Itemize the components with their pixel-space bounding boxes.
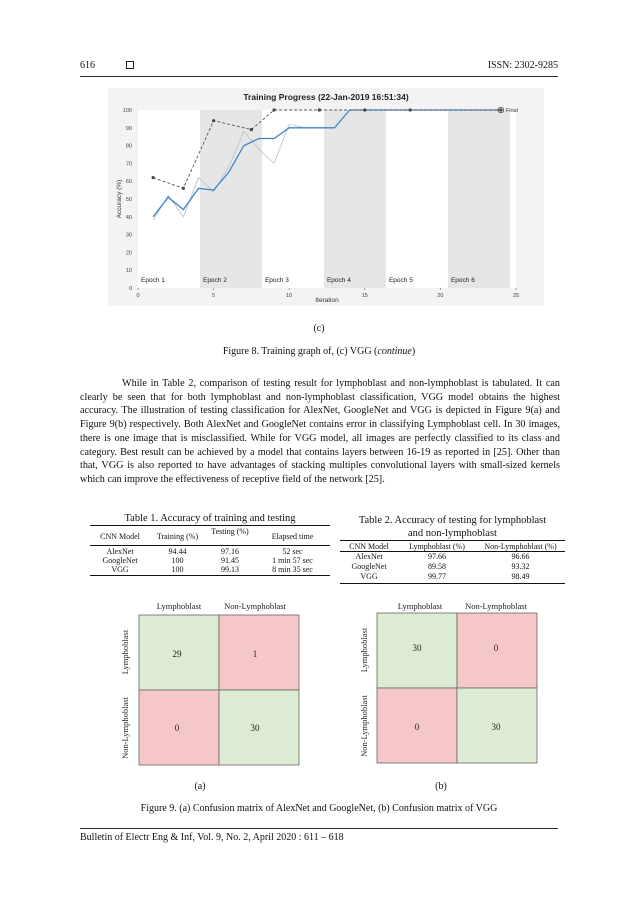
cell-fn xyxy=(219,615,299,690)
y-tick-label: 20 xyxy=(125,250,132,257)
svg-text:30: 30 xyxy=(491,722,501,732)
y-tick-label: 70 xyxy=(125,161,132,168)
x-axis-label: Iteration xyxy=(315,297,339,304)
epoch-band xyxy=(448,110,510,288)
y-axis-label: Accuracy (%) xyxy=(116,179,123,219)
svg-text:Non-Lymphoblast: Non-Lymphoblast xyxy=(465,601,527,611)
y-tick-label: 80 xyxy=(125,143,132,150)
checkbox-square-icon xyxy=(126,61,134,69)
y-tick-label: 30 xyxy=(125,232,132,239)
figure9-panel-a-label: (a) xyxy=(194,781,206,792)
body-paragraph: While in Table 2, comparison of testing result for lymphoblast and non-lymphoblast is tabulated. It can clearly be seen that for both lymphoblast and non-lymphoblast classification, VGG model obtains the highest accuracy. The illustration of testing classification for AlexNet, GoogleNet and VGG is depicted in Figure 9(a) and Figure 9(b) respectively. Both AlexNet and GoogleNet contains error in classifying Lymphoblast cell. In 30 images, there is one image that is misclassified. While for VGG model, all images are perfectly classified to its class and category. Best result can be achieved by a model that contains layers between 16-19 as reported in [25]. Other than that, VGG is also reported to have advantages of stacking multiples convolutional layers with small-sized kernels which can improve the effectiveness of receptive field of the network [25]. xyxy=(80,378,560,485)
chart-title: Training Progress (22-Jan-2019 16:51:34) xyxy=(243,92,409,102)
y-tick-label: 10 xyxy=(125,268,132,275)
x-tick-label: 5 xyxy=(212,293,216,299)
validation-point xyxy=(499,108,502,111)
x-tick-label: 0 xyxy=(136,293,140,299)
epoch-band xyxy=(200,110,262,288)
x-tick-label: 15 xyxy=(361,293,368,299)
validation-point xyxy=(409,108,412,111)
svg-text:30: 30 xyxy=(250,723,260,733)
epoch-label: Epoch 1 xyxy=(141,277,165,284)
x-tick-label: 20 xyxy=(437,293,444,299)
table2-title: Table 2. Accuracy of testing for lymphoblast and non-lymphoblast xyxy=(358,515,547,539)
svg-text:0: 0 xyxy=(414,722,420,732)
training-progress-figure xyxy=(108,88,544,306)
svg-text:Lymphoblast: Lymphoblast xyxy=(120,629,130,675)
svg-text:Lymphoblast: Lymphoblast xyxy=(397,601,443,611)
journal-footer: Bulletin of Electr Eng & Inf, Vol. 9, No. 2, April 2020 : 611 – 618 xyxy=(80,832,344,843)
svg-text:Lymphoblast: Lymphoblast xyxy=(156,601,202,611)
confusion-matrix-a xyxy=(110,595,330,780)
validation-point xyxy=(182,187,185,190)
figure8-caption: Figure 8. Training graph of, (c) VGG (continue) xyxy=(222,346,416,357)
svg-text:0: 0 xyxy=(493,643,499,653)
svg-text:1: 1 xyxy=(252,649,258,659)
final-label: Final xyxy=(505,108,518,114)
y-tick-label: 100 xyxy=(122,108,132,114)
epoch-label: Epoch 6 xyxy=(450,277,475,284)
page-number: 616 xyxy=(80,60,95,71)
svg-text:30: 30 xyxy=(412,643,422,653)
validation-point xyxy=(212,119,215,122)
x-tick-label: 10 xyxy=(286,293,293,299)
figure9-caption: Figure 9. (a) Confusion matrix of AlexNet and GoogleNet, (b) Confusion matrix of VGG xyxy=(140,803,498,814)
table2: CNN Model Lymphoblast (%) Non-Lymphoblast (%) AlexNet 97.66 96.66 GoogleNet 89.58 93.32 VGG 99.77 98.49 xyxy=(340,540,565,586)
journal-issn: ISSN: 2302-9285 xyxy=(487,60,558,71)
y-tick-label: 90 xyxy=(125,125,132,132)
x-tick-label: 25 xyxy=(512,293,520,299)
figure9-panel-b-label: (b) xyxy=(435,781,447,792)
validation-point xyxy=(250,128,253,131)
svg-text:29: 29 xyxy=(172,649,182,659)
validation-point xyxy=(363,108,366,111)
epoch-band xyxy=(324,110,386,288)
epoch-label: Epoch 4 xyxy=(326,277,351,284)
epoch-label: Epoch 3 xyxy=(264,277,289,284)
figure8-panel-label: (c) xyxy=(313,323,325,334)
table1-title: Table 1. Accuracy of training and testing xyxy=(124,513,296,524)
validation-point xyxy=(318,108,321,111)
y-tick-label: 0 xyxy=(128,286,132,292)
y-tick-label: 40 xyxy=(125,214,132,221)
y-tick-label: 50 xyxy=(125,197,132,203)
svg-text:Non-Lymphoblast: Non-Lymphoblast xyxy=(224,601,286,611)
training-progress-chart xyxy=(108,88,544,306)
header-rule xyxy=(80,76,558,77)
validation-point xyxy=(152,176,155,179)
svg-text:Non-Lymphoblast: Non-Lymphoblast xyxy=(120,697,130,759)
confusion-matrix-b xyxy=(350,595,570,780)
table1: CNN Model Training (%) Testing (%) Elapsed time AlexNet 94.44 97.16 52 sec GoogleNet 100 91.45 1 min 57 sec VGG 100 99.13 8 min 35 sec xyxy=(90,525,330,581)
epoch-label: Epoch 2 xyxy=(202,277,227,284)
svg-text:Lymphoblast: Lymphoblast xyxy=(359,627,369,673)
svg-text:0: 0 xyxy=(174,723,180,733)
svg-text:Non-Lymphoblast: Non-Lymphoblast xyxy=(359,695,369,757)
epoch-label: Epoch 5 xyxy=(388,277,413,284)
validation-point xyxy=(272,108,275,111)
y-tick-label: 60 xyxy=(125,179,132,186)
footer-rule xyxy=(80,828,558,829)
